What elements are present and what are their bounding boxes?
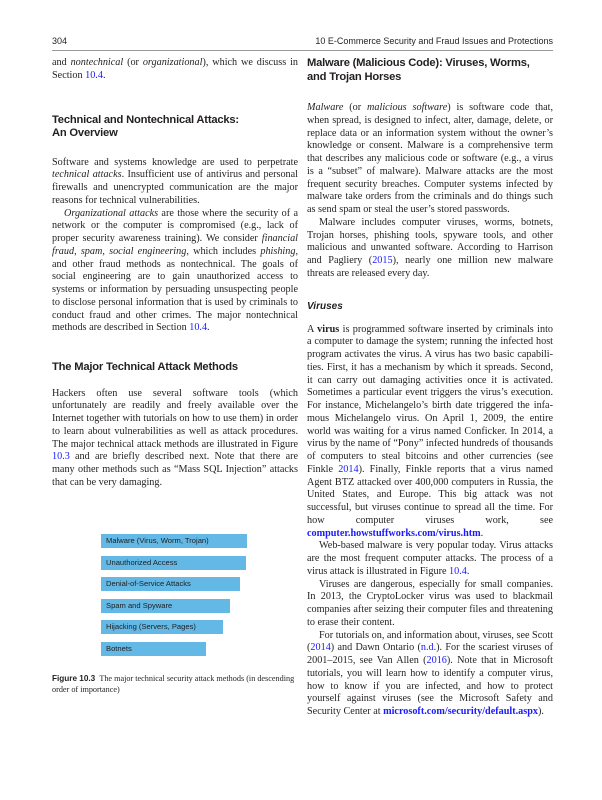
text-run: are those where the security of a network or the computer is compromised (e.g., lack of proper security awareness training). We consider [52, 207, 299, 244]
text-run: , which includes [186, 245, 261, 257]
figure-10-3 [30, 534, 298, 704]
text-run: , [74, 245, 81, 257]
text-run: is programmed software inserted by criminals into a computer to damage the system; running the infected host program activates the virus. A virus has two basic capabilities. First, it has a mechanism by which it spreads. Second, it can carry out damaging activities once it is activated. Sometimes a particular event triggers the virus’s execution. For instance, Michelangelo’s birth date triggered the infamous Michelangelo virus. On April 1, 2009, the entire world was waiting for a virus named Conficker. In 2014, a virus by the name of “Pony” infected hundreds of thousands of computers to steal bitcoins and other currencies (see Finkle [307, 323, 553, 475]
cross-reference-link[interactable]: 2014 [338, 463, 359, 475]
cross-reference-link[interactable]: 2016 [426, 655, 447, 666]
text-run: ), which we discuss in Section [52, 57, 298, 81]
paragraph [307, 540, 553, 578]
text-run: . [207, 322, 210, 334]
text-run: ). [537, 706, 544, 717]
text-run: ) and Dawn Ontario ( [330, 642, 421, 654]
intro-paragraph [52, 57, 298, 83]
italic-term: phishing [260, 245, 296, 257]
bold-term: virus [317, 323, 340, 335]
text-run: A [307, 323, 318, 335]
italic-term: Organizational attacks [64, 207, 159, 219]
text-run: ) is software code that, when spread, is designed to infect, alter, damage, delete, or replace data or an information system without the owner’s knowledge or consent. Malware is a comprehensive term that describes any malicious code or software (e.g., a virus is a “subset” of malware). Malware attacks are the most frequent security breaches. Computer systems infected by malware take orders from the criminals and do things such as send spam or steal the user’s stored passwords. [307, 102, 553, 215]
section-heading: The Major Technical Attack Methods [52, 361, 238, 373]
italic-term: Malware [307, 102, 344, 113]
right-column [307, 57, 553, 719]
caption-text: The major technical security attack methods (in descending order of importance) [52, 674, 295, 694]
text-run: . Insufficient use of antivirus and personal firewalls and unencrypted communication are the major reasons for technical vulnerabilities. [52, 169, 298, 206]
url-link[interactable]: microsoft.com/security/default.aspx [383, 706, 538, 717]
running-header: 10 E-Commerce Security and Fraud Issues and Protections [315, 36, 553, 46]
text-run: . [466, 565, 470, 577]
attack-method-bar: Hijacking (Servers, Pages) [101, 620, 223, 634]
text-run: ). Finally, Finkle reports that a virus named Agent BTZ attacked over 400,000 computers in Russia, the United States, and Europe. This big attack was not successful, but viruses continue to spread all the time. For how computer viruses work, see [307, 463, 554, 526]
left-column [52, 57, 298, 490]
attack-method-bar: Unauthorized Access [101, 556, 246, 570]
text-run: and [52, 57, 71, 68]
url-link[interactable]: computer.howstuffworks.com/virus.htm [307, 527, 481, 539]
italic-term: nontechnical [70, 57, 124, 68]
text-run: Web-based malware is very popular today. Virus attacks are the most frequent computer attacks. The process of a virus attack is illustrated in Figure [307, 540, 553, 577]
cross-reference-link[interactable]: 10.3 [52, 451, 70, 463]
text-run: ), nearly one million new malware threats are released every day. [307, 255, 554, 279]
text-run: For tutorials on, and information about, viruses, see Scott ( [307, 629, 553, 654]
text-run: , [102, 245, 110, 257]
text-run: Hackers often use several software tools (which unfortunately are readily and freely available over the Internet together with tutorials on how to use them) in order to learn about vulnerabilities as well as attack procedures. The major technical attack methods are illustrated in Figure [52, 387, 298, 450]
cross-reference-link[interactable]: 2015 [372, 255, 393, 266]
section-heading: Malware (Malicious Code): Viruses, Worms, and Trojan Horses [307, 57, 530, 83]
page-number: 304 [52, 36, 68, 46]
attack-method-bar: Malware (Virus, Worm, Trojan) [101, 534, 247, 548]
paragraph [307, 579, 553, 630]
figure-caption [52, 674, 298, 695]
italic-term: financial fraud [52, 233, 298, 257]
paragraph [307, 630, 553, 719]
text-run: (or [123, 57, 143, 68]
text-run: (or [343, 102, 368, 113]
header-rule [52, 50, 553, 51]
attack-method-bar: Denial-of-Service Attacks [101, 577, 240, 591]
text-run: ). For the scariest viruses of 2001–2015, see Van Allen ( [307, 642, 553, 666]
cross-reference-link[interactable]: 2014 [310, 642, 331, 654]
text-run: . [480, 527, 484, 539]
cross-reference-link[interactable]: 10.4 [449, 565, 467, 577]
italic-term: organizational [142, 57, 203, 68]
paragraph [307, 324, 553, 541]
attack-method-bar: Spam and Spyware [101, 599, 230, 613]
text-run: Software and systems knowledge are used to perpetrate [52, 156, 298, 168]
cross-reference-link[interactable]: 10.4 [189, 322, 208, 334]
paragraph [307, 102, 553, 217]
italic-term: malicious software [367, 102, 448, 113]
text-run: Viruses are dangerous, especially for small companies. In 2013, the CryptoLocker virus was used to blackmail companies after seizing their computer files and threatening to erase their content. [307, 578, 553, 628]
italic-term: technical attacks [52, 169, 122, 181]
text-run: . [102, 69, 106, 81]
paragraph [52, 388, 298, 490]
cross-reference-link[interactable]: n.d. [420, 642, 437, 654]
italic-term: spam [80, 245, 103, 257]
text-run: ). Note that in Microsoft tutorials, you will learn how to identify a computer virus, how to know if you are infected, and how to protect yourself against viruses (see the Microsoft Safety and Security Center at [307, 655, 553, 717]
caption-label: Figure 10.3 [52, 674, 96, 683]
paragraph [307, 217, 553, 281]
text-run: and are briefly described next. Note that there are many other methods such as “Mass SQL Injection” attacks that can be very damaging. [52, 451, 298, 488]
attack-method-bar: Botnets [101, 642, 206, 656]
italic-term: social engineering [109, 245, 187, 257]
cross-reference-link[interactable]: 10.4 [85, 69, 103, 81]
section-heading: Technical and Nontechnical Attacks: An Overview [52, 113, 239, 139]
paragraph [52, 157, 298, 208]
text-run: Malware includes computer viruses, worms, botnets, Trojan horses, phishing tools, spyware tools, and other malicious and unwanted software. According to Harrison and Pagliery ( [307, 216, 553, 266]
text-run: , and other fraud methods as nontechnical. The goals of social engineering are to gain unauthorized access to systems or information by persuading unsuspecting people to disclose personal information that is used by criminals to conduct fraud and other crimes. The major nontechnical methods are described in Section [52, 245, 299, 334]
subsection-heading: Viruses [307, 300, 343, 312]
paragraph [52, 208, 298, 336]
